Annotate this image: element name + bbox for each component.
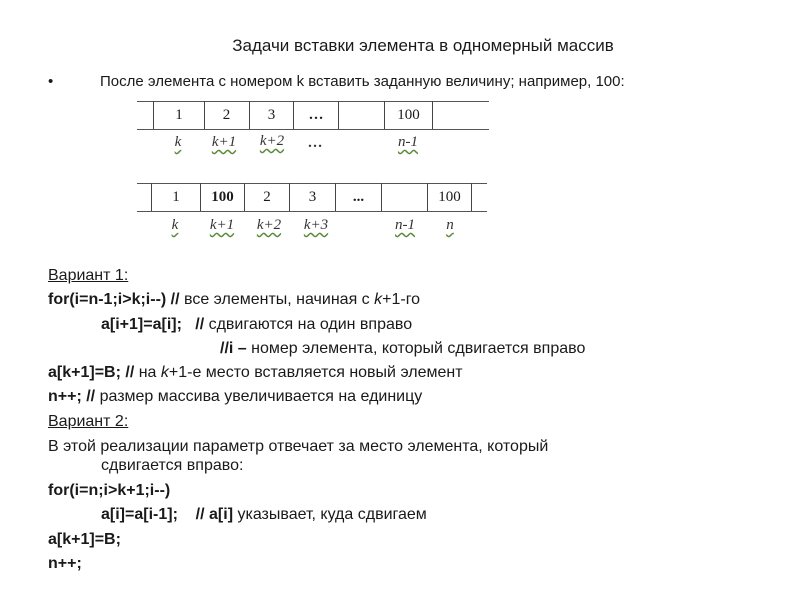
code: n++; // bbox=[48, 388, 96, 406]
bullet-marker: • bbox=[48, 73, 54, 90]
code: a[k+1]=B; // bbox=[48, 364, 135, 382]
variant2-size-line: n++; bbox=[48, 554, 82, 572]
array-cell: 3 bbox=[250, 101, 294, 129]
array-index: k bbox=[171, 217, 179, 233]
array-index: k+3 bbox=[303, 217, 329, 233]
array-cell: 2 bbox=[245, 183, 290, 211]
comment: k bbox=[160, 364, 169, 382]
comment: k bbox=[374, 291, 383, 309]
array-cell: 100 bbox=[201, 183, 245, 211]
variant2-shift-line bbox=[48, 503, 585, 527]
array-index: n-1 bbox=[398, 134, 418, 150]
code: for(i=n-1;i>k;i--) // bbox=[48, 291, 180, 309]
array-cell bbox=[382, 183, 428, 211]
variant1-i-line bbox=[48, 337, 585, 361]
variant1-for-line bbox=[48, 288, 585, 312]
variant2-for-line: for(i=n;i>k+1;i--) bbox=[48, 482, 171, 500]
comment: указывает, куда сдвигаем bbox=[233, 506, 427, 524]
code: a[i]=a[i-1]; // a[i] bbox=[101, 506, 234, 524]
variant2-desc-line: В этой реализации параметр отвечает за место элемента, который bbox=[48, 438, 549, 456]
array-cell: 2 bbox=[204, 101, 250, 129]
array-cell: 100 bbox=[385, 101, 433, 129]
algorithm-text bbox=[48, 264, 585, 576]
code: //i – bbox=[220, 339, 247, 357]
variant1-insert-line bbox=[48, 361, 585, 385]
slide-title: Задачи вставки элемента в одномерный массив bbox=[232, 36, 614, 55]
comment: размер массива увеличивается на единицу bbox=[95, 388, 423, 406]
array-index: … bbox=[307, 135, 323, 151]
array-index: k+1 bbox=[211, 134, 237, 150]
variant1-label: Вариант 1: bbox=[48, 267, 129, 284]
array-index: k+2 bbox=[256, 217, 282, 233]
array-cell bbox=[339, 101, 385, 129]
variant2-insert-line: a[k+1]=B; bbox=[48, 530, 121, 548]
array-index: k bbox=[174, 134, 182, 150]
array-index: k+2 bbox=[259, 133, 285, 149]
variant2-desc-line: сдвигается вправо: bbox=[101, 457, 244, 475]
array-cell bbox=[433, 101, 473, 129]
comment: номер элемента, который сдвигается вправо bbox=[246, 339, 586, 357]
array-cell: 100 bbox=[428, 183, 472, 211]
comment: +1-го bbox=[382, 291, 421, 309]
array-index: k+1 bbox=[209, 217, 235, 233]
array-index: n bbox=[446, 217, 454, 233]
code: a[i+1]=a[i]; // bbox=[101, 315, 205, 333]
variant1-size-line bbox=[48, 385, 585, 409]
array-cell: 1 bbox=[153, 101, 205, 129]
comment: сдвигаются на один вправо bbox=[204, 315, 413, 333]
array-cell: … bbox=[294, 101, 339, 129]
comment: все элементы, начиная с bbox=[179, 291, 375, 309]
array-cell: ... bbox=[336, 183, 382, 211]
task-text: После элемента с номером k вставить заданную величину; например, 100: bbox=[100, 73, 625, 90]
array-cell: 3 bbox=[290, 183, 336, 211]
comment: +1-е место вставляется новый элемент bbox=[168, 364, 463, 382]
comment: на bbox=[134, 364, 161, 382]
variant2-label: Вариант 2: bbox=[48, 412, 129, 430]
variant1-shift-line bbox=[48, 313, 585, 337]
task-bullet bbox=[48, 73, 625, 90]
array-index: n-1 bbox=[395, 217, 415, 233]
array-cell: 1 bbox=[151, 183, 201, 211]
